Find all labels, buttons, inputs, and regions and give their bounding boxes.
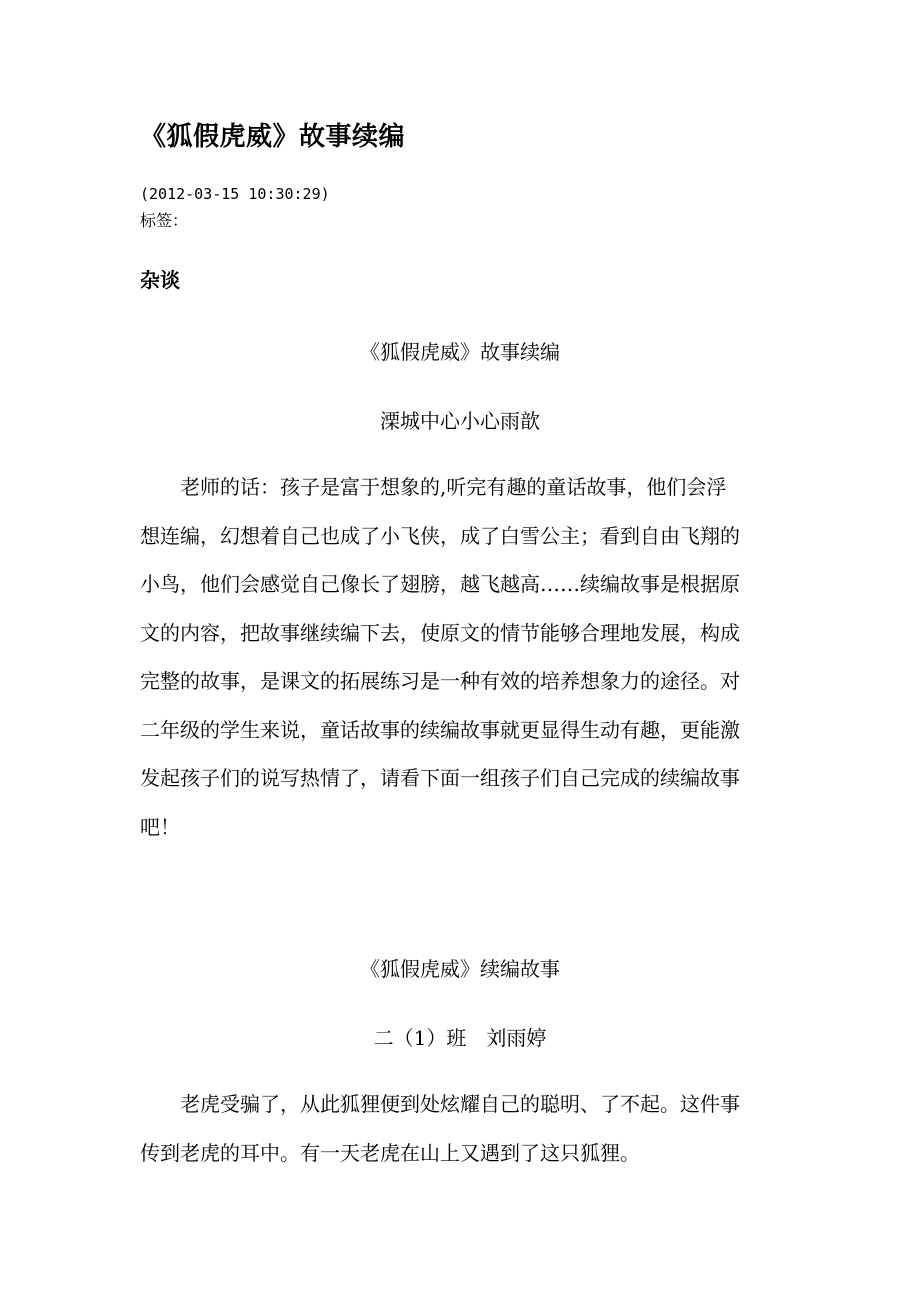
article-author: 溧城中心小心雨歆 xyxy=(380,409,540,433)
document-title: 《狐假虎威》故事续编 xyxy=(140,122,406,152)
article-heading: 《狐假虎威》故事续编 xyxy=(360,340,560,364)
intro-line: 小鸟，他们会感觉自己像长了翅膀，越飞越高……续编故事是根据原 xyxy=(140,572,740,596)
intro-line: 发起孩子们的说写热情了，请看下面一组孩子们自己完成的续编故事 xyxy=(140,766,740,790)
intro-line: 吧！ xyxy=(140,814,180,839)
story-line: 老虎受骗了，从此狐狸便到处炫耀自己的聪明、了不起。这件事 xyxy=(140,1092,740,1116)
tags-label: 标签： xyxy=(140,211,189,230)
intro-line: 老师的话：孩子是富于想象的,听完有趣的童话故事，他们会浮 xyxy=(140,475,727,499)
story-line: 传到老虎的耳中。有一天老虎在山上又遇到了这只狐狸。 xyxy=(140,1140,640,1165)
intro-line: 完整的故事，是课文的拓展练习是一种有效的培养想象力的途径。对 xyxy=(140,669,740,693)
intro-line: 文的内容，把故事继续编下去，使原文的情节能够合理地发展，构成 xyxy=(140,620,740,645)
post-date: (2012-03-15 10:30:29) xyxy=(140,185,330,203)
story-heading: 《狐假虎威》续编故事 xyxy=(360,957,560,981)
story-author: 二（1）班 刘雨婷 xyxy=(373,1026,547,1050)
intro-line: 想连编，幻想着自己也成了小飞侠，成了白雪公主；看到自由飞翔的 xyxy=(140,523,740,548)
story-paragraph xyxy=(140,1080,780,1177)
intro-paragraph xyxy=(140,463,780,851)
intro-line: 二年级的学生来说，童话故事的续编故事就更显得生动有趣，更能激 xyxy=(140,717,740,742)
tag-value: 杂谈 xyxy=(140,268,180,292)
